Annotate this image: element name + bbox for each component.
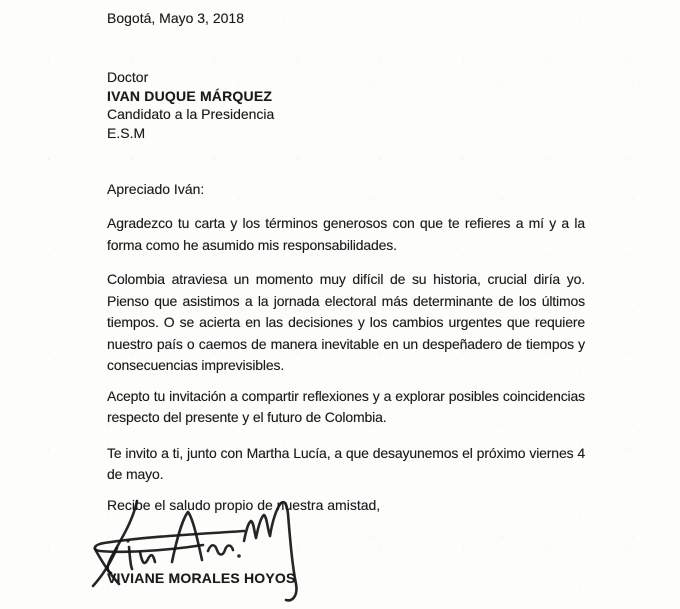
paragraph-1: Agradezco tu carta y los términos generosos con que te refieres a mí y a la forma como he asumido mis responsabilidades. <box>107 215 585 253</box>
recipient-title: Doctor <box>107 69 149 85</box>
recipient-handling: E.S.M <box>107 124 146 141</box>
recipient-role: Candidato a la Presidencia <box>107 106 275 122</box>
signer-name: VIVIANE MORALES HOYOS <box>107 569 296 586</box>
closing-line: Recibe el saludo propio de nuestra amistad, <box>107 496 381 513</box>
letter-date: Bogotá, Mayo 3, 2018 <box>107 10 244 26</box>
recipient-block <box>107 68 585 142</box>
paragraph-3: Acepto tu invitación a compartir reflexiones y a explorar posibles coincidencias respecto del presente y el futuro de Colombia. <box>107 387 585 425</box>
recipient-name: IVAN DUQUE MÁRQUEZ <box>107 87 273 104</box>
salutation: Apreciado Iván: <box>107 181 205 197</box>
paragraph-4: Te invito a ti, junto con Martha Lucía, a que desayunemos el próximo viernes 4 de mayo. <box>107 444 585 482</box>
paragraph-2: Colombia atraviesa un momento muy difícil de su historia, crucial diría yo. Pienso que asistimos a la jornada electoral más determinante de los últimos tiempos. O se acierta en las decisiones y los cambios urgentes que requiere nuestro país o caemos de manera inevitable en un despeñadero de tiempos y consecuencias imprevisibles. <box>107 271 585 373</box>
